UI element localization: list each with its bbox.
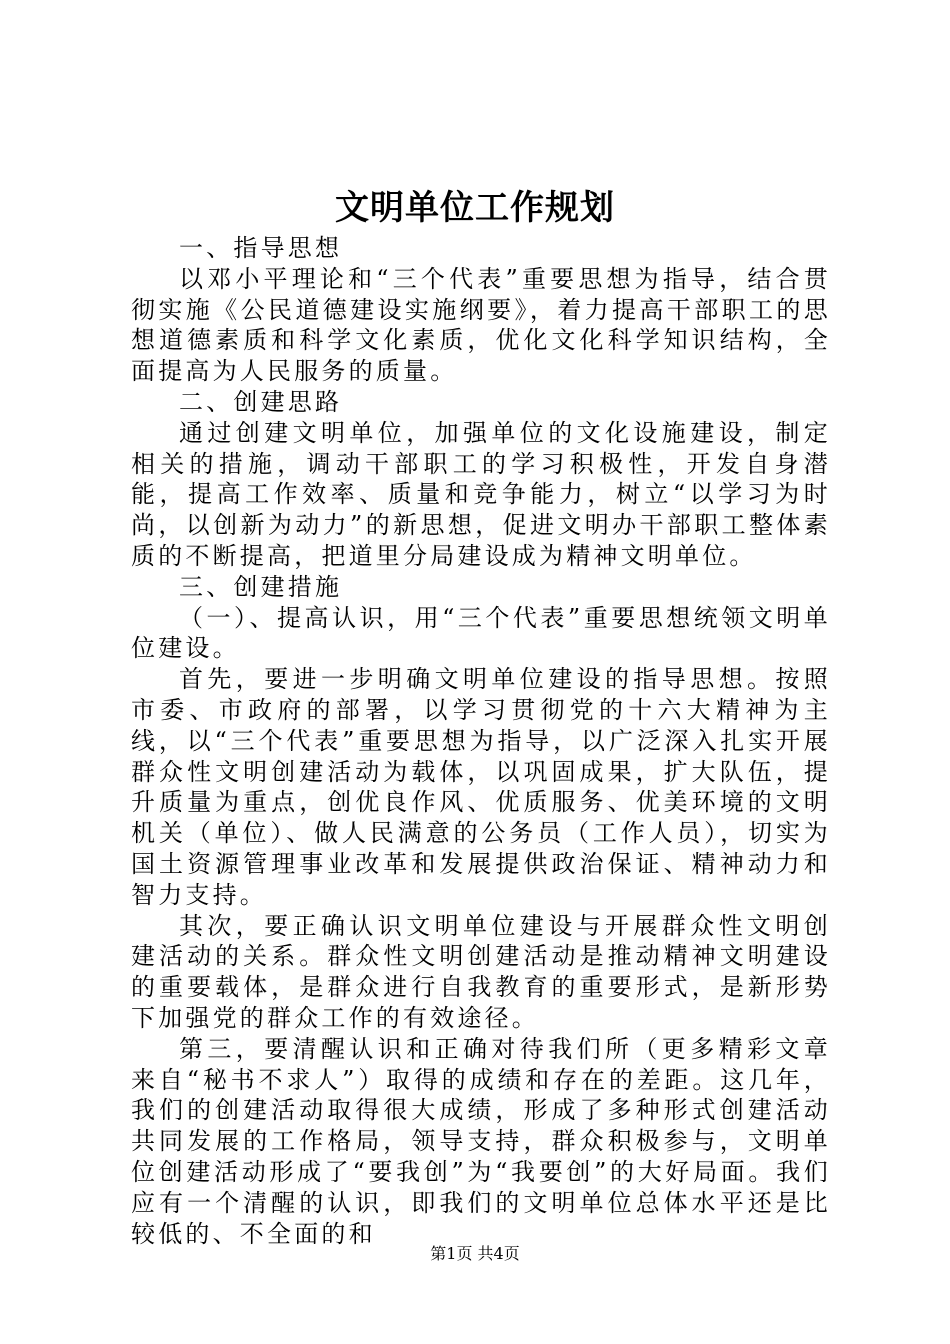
section-heading-creation-approach: 二、创建思路 — [179, 387, 343, 416]
document-title: 文明单位工作规划 — [335, 188, 615, 228]
paragraph-third: 第三，要清醒认识和正确对待我们所（更多精彩文章来自“秘书不求人”）取得的成绩和存在的差距。这几年，我们的创建活动取得很大成绩，形成了多种形式创建活动共同发展的工作格局，领导支持，群众积极参与，文明单位创建活动形成了“要我创”为“我要创”的大好局面。我们应有一个清醒的认识，即我们的文明单位总体水平还是比较低的、不全面的和 — [131, 1034, 831, 1248]
page-footer: 第1页 共4页 — [430, 1244, 520, 1263]
paragraph-guiding-ideology: 以邓小平理论和“三个代表”重要思想为指导，结合贯彻实施《公民道德建设实施纲要》，着力提高干部职工的思想道德素质和科学文化素质，优化文化科学知识结构，全面提高为人民服务的质量。 — [131, 264, 831, 386]
paragraph-first: 首先，要进一步明确文明单位建设的指导思想。按照市委、市政府的部署，以学习贯彻党的十六大精神为主线，以“三个代表”重要思想为指导，以广泛深入扎实开展群众性文明创建活动为载体，以巩固成果，扩大队伍，提升质量为重点，创优良作风、优质服务、优美环境的文明机关（单位）、做人民满意的公务员（工作人员），切实为国土资源管理事业改革和发展提供政治保证、精神动力和智力支持。 — [131, 665, 831, 909]
paragraph-creation-approach: 通过创建文明单位，加强单位的文化设施建设，制定相关的措施，调动干部职工的学习积极性，开发自身潜能，提高工作效率、质量和竞争能力，树立“以学习为时尚，以创新为动力”的新思想，促进文明办干部职工整体素质的不断提高，把道里分局建设成为精神文明单位。 — [131, 418, 831, 570]
section-heading-guiding-ideology: 一、指导思想 — [179, 234, 343, 262]
section-heading-creation-measures: 三、创建措施 — [179, 572, 343, 601]
document-body — [131, 233, 831, 1249]
paragraph-second: 其次，要正确认识文明单位建设与开展群众性文明创建活动的关系。群众性文明创建活动是推动精神文明建设的重要载体，是群众进行自我教育的重要形式，是新形势下加强党的群众工作的有效途径。 — [131, 911, 831, 1032]
subsection-heading-raise-awareness: （一）、提高认识，用“三个代表”重要思想统领文明单位建设。 — [131, 603, 831, 663]
